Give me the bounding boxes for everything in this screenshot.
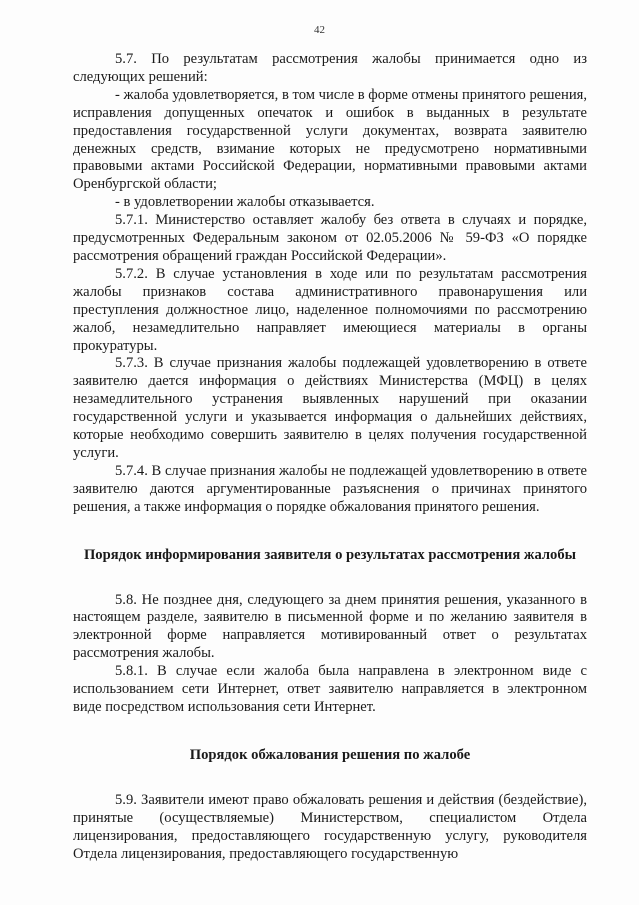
paragraph-5-9: 5.9. Заявители имеют право обжаловать решения и действия (бездействие), принятые (осуществляемые) Министерством, специалистом Отдела лицензирования, предоставляющего государственную услугу, руководителя Отдела лицензирования, предоставляющего государственную bbox=[73, 791, 587, 862]
paragraph-5-8: 5.8. Не позднее дня, следующего за днем принятия решения, указанного в настоящем разделе, заявителю в письменной форме и по желанию заявителя в электронной форме направляется мотивированный ответ о результатах рассмотрения жалобы. bbox=[73, 591, 587, 662]
page-number: 42 bbox=[314, 24, 325, 36]
paragraph-5-7-2: 5.7.2. В случае установления в ходе или по результатам рассмотрения жалобы признаков состава административного правонарушения или преступления должностное лицо, наделенное полномочиями по рассмотрению жалоб, незамедлительно направляет имеющиеся материалы в органы прокуратуры. bbox=[73, 265, 587, 354]
paragraph-5-7-3: 5.7.3. В случае признания жалобы подлежащей удовлетворению в ответе заявителю дается информация о действиях Министерства (МФЦ) в целях незамедлительного устранения выявленных нарушений при оказании государственной услуги и указывается информация о дальнейших действиях, которые необходимо совершить заявителю в целях получения государственной услуги. bbox=[73, 355, 587, 461]
section-heading-informing: Порядок информирования заявителя о результатах рассмотрения жалобы bbox=[83, 546, 577, 563]
paragraph-5-8-1: 5.8.1. В случае если жалоба была направлена в электронном виде с использованием сети Интернет, ответ заявителю направляется в электронном виде посредством использования сети Интернет. bbox=[73, 663, 587, 715]
paragraph-5-7-1: 5.7.1. Министерство оставляет жалобу без ответа в случаях и порядке, предусмотренных Федеральным законом от 02.05.2006 № 59-ФЗ «О порядке рассмотрения обращений граждан Российской Федерации». bbox=[73, 212, 587, 264]
paragraph-5-7-4: 5.7.4. В случае признания жалобы не подлежащей удовлетворению в ответе заявителю даются аргументированные разъяснения о причинах принятого решения, а также информация о порядке обжалования принятого решения. bbox=[73, 462, 587, 515]
section-heading-appeal: Порядок обжалования решения по жалобе bbox=[189, 746, 471, 763]
list-item-complaint-refused: - в удовлетворении жалобы отказывается. bbox=[115, 194, 375, 211]
list-item-complaint-satisfied: - жалоба удовлетворяется, в том числе в форме отмены принятого решения, исправления допущенных опечаток и ошибок в выданных в результате предоставления государственной услуги документах, возврата заявителю денежных средств, взимание которых не предусмотрено нормативными правовыми актами Российской Федерации, нормативными правовыми актами Оренбургской области; bbox=[73, 86, 587, 193]
paragraph-5-7: 5.7. По результатам рассмотрения жалобы принимается одно из следующих решений: bbox=[73, 51, 587, 85]
document-body bbox=[73, 51, 587, 864]
